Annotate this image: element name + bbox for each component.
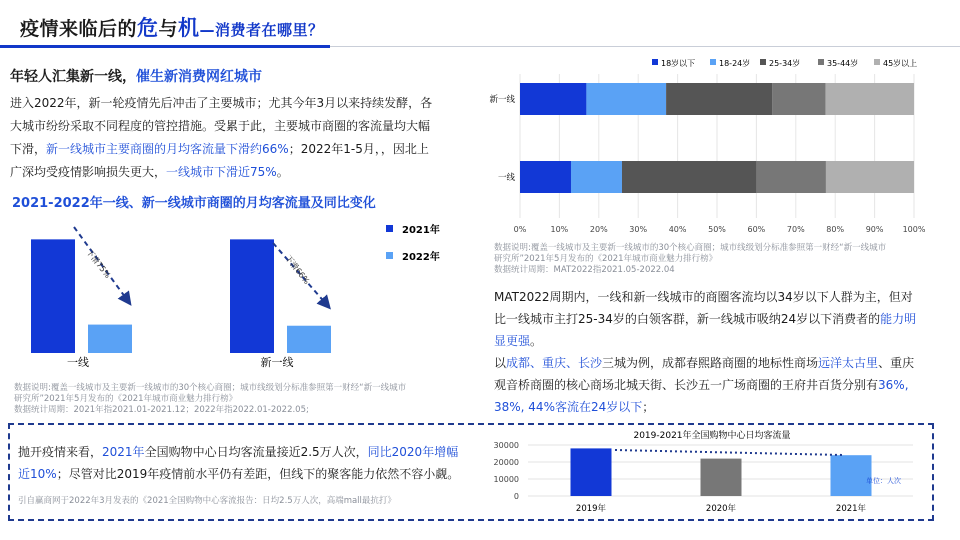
right-text-2b: 三城为例，成都春熙路商圈的地标性商场 xyxy=(602,356,819,370)
left-note-line-1: 数据说明:覆盖一线城市及主要新一线城市的30个核心商圈；城市线级划分标准参照第一财经“新一线城市 xyxy=(14,383,407,393)
chart3-svg xyxy=(488,426,928,518)
chart2-tick-label: 50% xyxy=(708,225,726,234)
right-text-1-end: 。 xyxy=(530,334,543,348)
chart1-category-label: 新一线 xyxy=(260,356,294,369)
chart2-legend-label: 35-44岁 xyxy=(827,59,859,68)
chart2-segment-1-3 xyxy=(666,83,772,115)
right-paragraph-1 xyxy=(494,286,924,352)
chart1-legend-swatch-2022 xyxy=(386,252,393,259)
summary-text-2: 全国购物中心日均客流量接近2.5万人次， xyxy=(144,445,368,459)
chart2-segment-1-2 xyxy=(586,83,666,115)
summary-highlight-growth: 同比2020年增幅近10% xyxy=(18,445,459,481)
chart3-tick-label: 10000 xyxy=(493,475,519,484)
chart2-segment-2-4 xyxy=(756,161,826,193)
chart1-category-label: 一线 xyxy=(67,356,89,369)
right-paragraph-2 xyxy=(494,352,924,418)
left-note-line-2: 研究所”2021年5月发布的《2021年城市商业魅力排行榜》 xyxy=(14,394,238,404)
chart2-tick-label: 20% xyxy=(589,225,608,234)
chart2-legend-swatch xyxy=(760,59,766,65)
chart3-bar-3 xyxy=(831,455,872,496)
chart2-tick-label: 10% xyxy=(550,225,569,234)
left-note-line-3: 数据统计周期：2021年指2021.01-2021.12；2022年指2022.01-2022.05; xyxy=(14,405,309,415)
intro-highlight-1: 新一线城市主要商圈的月均客流量下滑约66% xyxy=(46,142,289,156)
chart1-legend-2022: 2022年 xyxy=(402,252,440,263)
chart2-segment-2-3 xyxy=(622,161,756,193)
summary-source-note: 引自赢商网于2022年3月发表的《2021全国购物中心客流报告：日均2.5万人次，高端mall最抗打》 xyxy=(18,496,396,506)
right-paragraph xyxy=(494,286,924,418)
chart2-segment-2-2 xyxy=(571,161,622,193)
intro-text-1: 进入2022年，新一轮疫情先后冲击了主要城市；尤其今年3月以来持续发酵，各大城市纷纷采取不同程度的管控措施。受累于此，主要城市商圈的客流量均大幅下滑， xyxy=(10,96,433,156)
chart1-bar-2-1 xyxy=(230,239,274,353)
chart2-tick-label: 80% xyxy=(826,225,845,234)
intro-heading-blue: 催生新消费网红城市 xyxy=(136,69,262,85)
chart2-legend-label: 18岁以下 xyxy=(661,59,696,68)
chart3-bar-2 xyxy=(701,459,742,496)
chart2-legend-label: 45岁以上 xyxy=(883,59,918,68)
chart2-legend-swatch xyxy=(710,59,716,65)
chart1-bar-1-1 xyxy=(31,239,75,353)
chart3-trend-line xyxy=(615,450,843,455)
chart2-tick-label: 30% xyxy=(629,225,648,234)
chart2-legend-label: 25-34岁 xyxy=(769,59,801,68)
chart2-category-label: 一线 xyxy=(497,173,515,183)
chart2-category-label: 新一线 xyxy=(489,95,515,105)
intro-heading xyxy=(10,66,262,86)
chart1-svg xyxy=(0,212,480,372)
chart2-tick-label: 40% xyxy=(668,225,687,234)
chart2-tick-label: 70% xyxy=(786,225,805,234)
intro-text-2: ；2022年1-5月，，因北上广深均受疫情影响损失更大， xyxy=(10,142,429,179)
chart1-annotation-second: 下滑66% xyxy=(283,253,312,286)
chart2-legend-swatch xyxy=(652,59,658,65)
chart3-category-label: 2019年 xyxy=(575,504,607,514)
chart2-segment-1-5 xyxy=(825,83,914,115)
chart1-legend-swatch-2021 xyxy=(386,225,393,232)
summary-text-1: 抛开疫情来看， xyxy=(18,445,103,459)
chart3-tick-label: 20000 xyxy=(493,458,519,467)
chart3-category-label: 2020年 xyxy=(705,504,737,514)
chart2-tick-label: 60% xyxy=(747,225,766,234)
chart1-bar-1-2 xyxy=(88,325,132,353)
chart3-tick-label: 0 xyxy=(513,492,519,501)
chart2-svg xyxy=(484,52,954,238)
intro-paragraph xyxy=(10,92,440,184)
right-data-note xyxy=(494,243,934,276)
chart2-legend-swatch xyxy=(874,59,880,65)
right-text-2d: ； xyxy=(642,400,655,414)
chart2-segment-1-1 xyxy=(520,83,586,115)
chart3-unit-label: 单位：人次 xyxy=(866,477,901,485)
right-highlight-percent: 36%, 38%, 44%客流在24岁以下 xyxy=(494,378,909,414)
title-part1: 疫情来临后的 xyxy=(20,18,138,40)
chart3-category-label: 2021年 xyxy=(835,504,867,514)
right-note-line-3: 数据统计周期：MAT2022指2021.05-2022.04 xyxy=(494,265,675,275)
page-title xyxy=(20,12,324,42)
intro-highlight-2: 一线城市下滑近75% xyxy=(166,165,277,179)
title-part2: 与 xyxy=(158,18,179,40)
chart3-bar-1 xyxy=(571,448,612,496)
right-text-2c: 、重庆观音桥商圈的核心商场北城天街、长沙五一广场商圈的王府井百货分别有 xyxy=(494,356,915,392)
right-text-1: MAT2022周期内，一线和新一线城市的商圈客流均以34岁以下人群为主，但对比一线城市主打25-34岁的白领客群，新一线城市吸纳24岁以下消费者的 xyxy=(494,290,913,326)
chart3-title: 2019-2021年全国购物中心日均客流量 xyxy=(633,431,791,441)
chart2-tick-label: 0% xyxy=(513,225,527,234)
chart2-segment-1-4 xyxy=(772,83,825,115)
summary-text-3: ；尽管对比2019年疫情前水平仍有差距，但线下的聚客能力依然不容小觑。 xyxy=(56,467,460,481)
title-highlight-opportunity: 机 xyxy=(178,16,200,40)
right-highlight-cities: 成都、重庆、长沙 xyxy=(506,356,603,370)
chart1-annotation-first: 下滑75% xyxy=(84,247,113,280)
chart2-legend-swatch xyxy=(818,59,824,65)
title-divider-accent xyxy=(0,45,330,48)
chart2-tick-label: 90% xyxy=(865,225,884,234)
chart2-segment-2-1 xyxy=(520,161,571,193)
chart3-tick-label: 30000 xyxy=(493,441,519,450)
right-highlight-mall: 远洋太古里 xyxy=(818,356,879,370)
right-highlight-1: 能力明显更强 xyxy=(494,312,917,348)
right-note-line-1: 数据说明:覆盖一线城市及主要新一线城市的30个核心商圈；城市线级划分标准参照第一财经“新一线城市 xyxy=(494,243,887,253)
left-data-note xyxy=(14,383,454,416)
chart1-legend-2021: 2021年 xyxy=(402,225,440,236)
chart1-title: 2021-2022年一线、新一线城市商圈的月均客流量及同比变化 xyxy=(12,196,376,211)
intro-text-3: 。 xyxy=(276,165,289,179)
intro-heading-black: 年轻人汇集新一线， xyxy=(10,69,136,85)
summary-highlight-year: 2021年 xyxy=(102,445,145,459)
summary-paragraph xyxy=(18,441,468,485)
chart2-tick-label: 100% xyxy=(902,225,926,234)
right-note-line-2: 研究所”2021年5月发布的《2021年城市商业魅力排行榜》 xyxy=(494,254,718,264)
chart1-bar-2-2 xyxy=(287,326,331,353)
title-highlight-danger: 危 xyxy=(137,16,159,40)
chart2-legend-label: 18-24岁 xyxy=(719,59,751,68)
title-subtitle: —消费者在哪里？ xyxy=(199,21,324,39)
right-text-2a: 以 xyxy=(494,356,507,370)
chart2-segment-2-5 xyxy=(826,161,914,193)
